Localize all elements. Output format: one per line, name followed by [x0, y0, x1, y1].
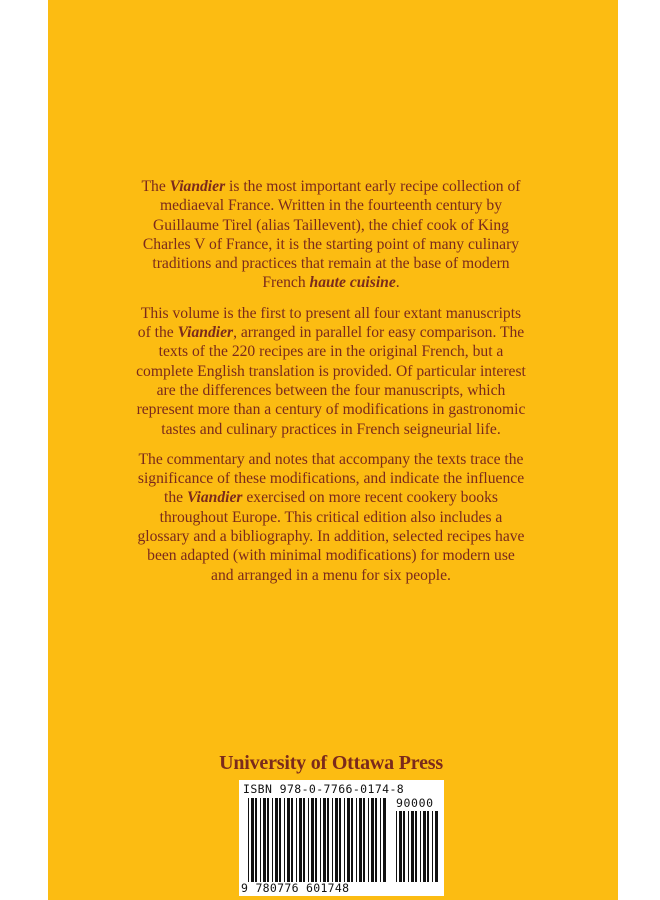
emphasis-text: Viandier [177, 324, 234, 342]
emphasis-text: haute cuisine [309, 274, 396, 292]
blurb-text [134, 177, 528, 596]
barcode-addon-digits: 90000 [396, 796, 434, 810]
isbn-label: ISBN 978-0-7766-0174-8 [243, 782, 405, 796]
publisher-name: University of Ottawa Press [219, 752, 443, 774]
emphasis-text: Viandier [169, 178, 226, 195]
blurb-paragraph-3: The commentary and notes that accompany the texts trace the significance of these modifications, and indicate the influence the Viandier exercised on more recent cookery books throughout Europe. This critical edition also includes a glossary and a bibliography. In addition, selected recipes have been adapted (with minimal modifications) for modern use and arranged in a menu for six people. [137, 450, 525, 584]
blurb-paragraph-1: The Viandier is the most important early recipe collection of mediaeval France. Written in the fourteenth century by Guillaume Tirel (alias Taillevent), the chief cook of King Charles V of France, it is the starting point of many culinary traditions and practices that remain at the base of modern French haute cuisine. [141, 178, 521, 292]
blurb-paragraph-2: This volume is the first to present all four extant manuscripts of the Viandier, arranged in parallel for easy comparison. The texts of the 220 recipes are in the original French, but a complete English translation is provided. Of particular interest are the differences between the four manuscripts, which represent more than a century of modifications in gastronomic tastes and culinary practices in French seigneurial life. [136, 304, 526, 438]
emphasis-text: Viandier [187, 489, 243, 507]
barcode-ean-digits: 9 780776 601748 [241, 881, 350, 895]
isbn-barcode [239, 780, 444, 896]
